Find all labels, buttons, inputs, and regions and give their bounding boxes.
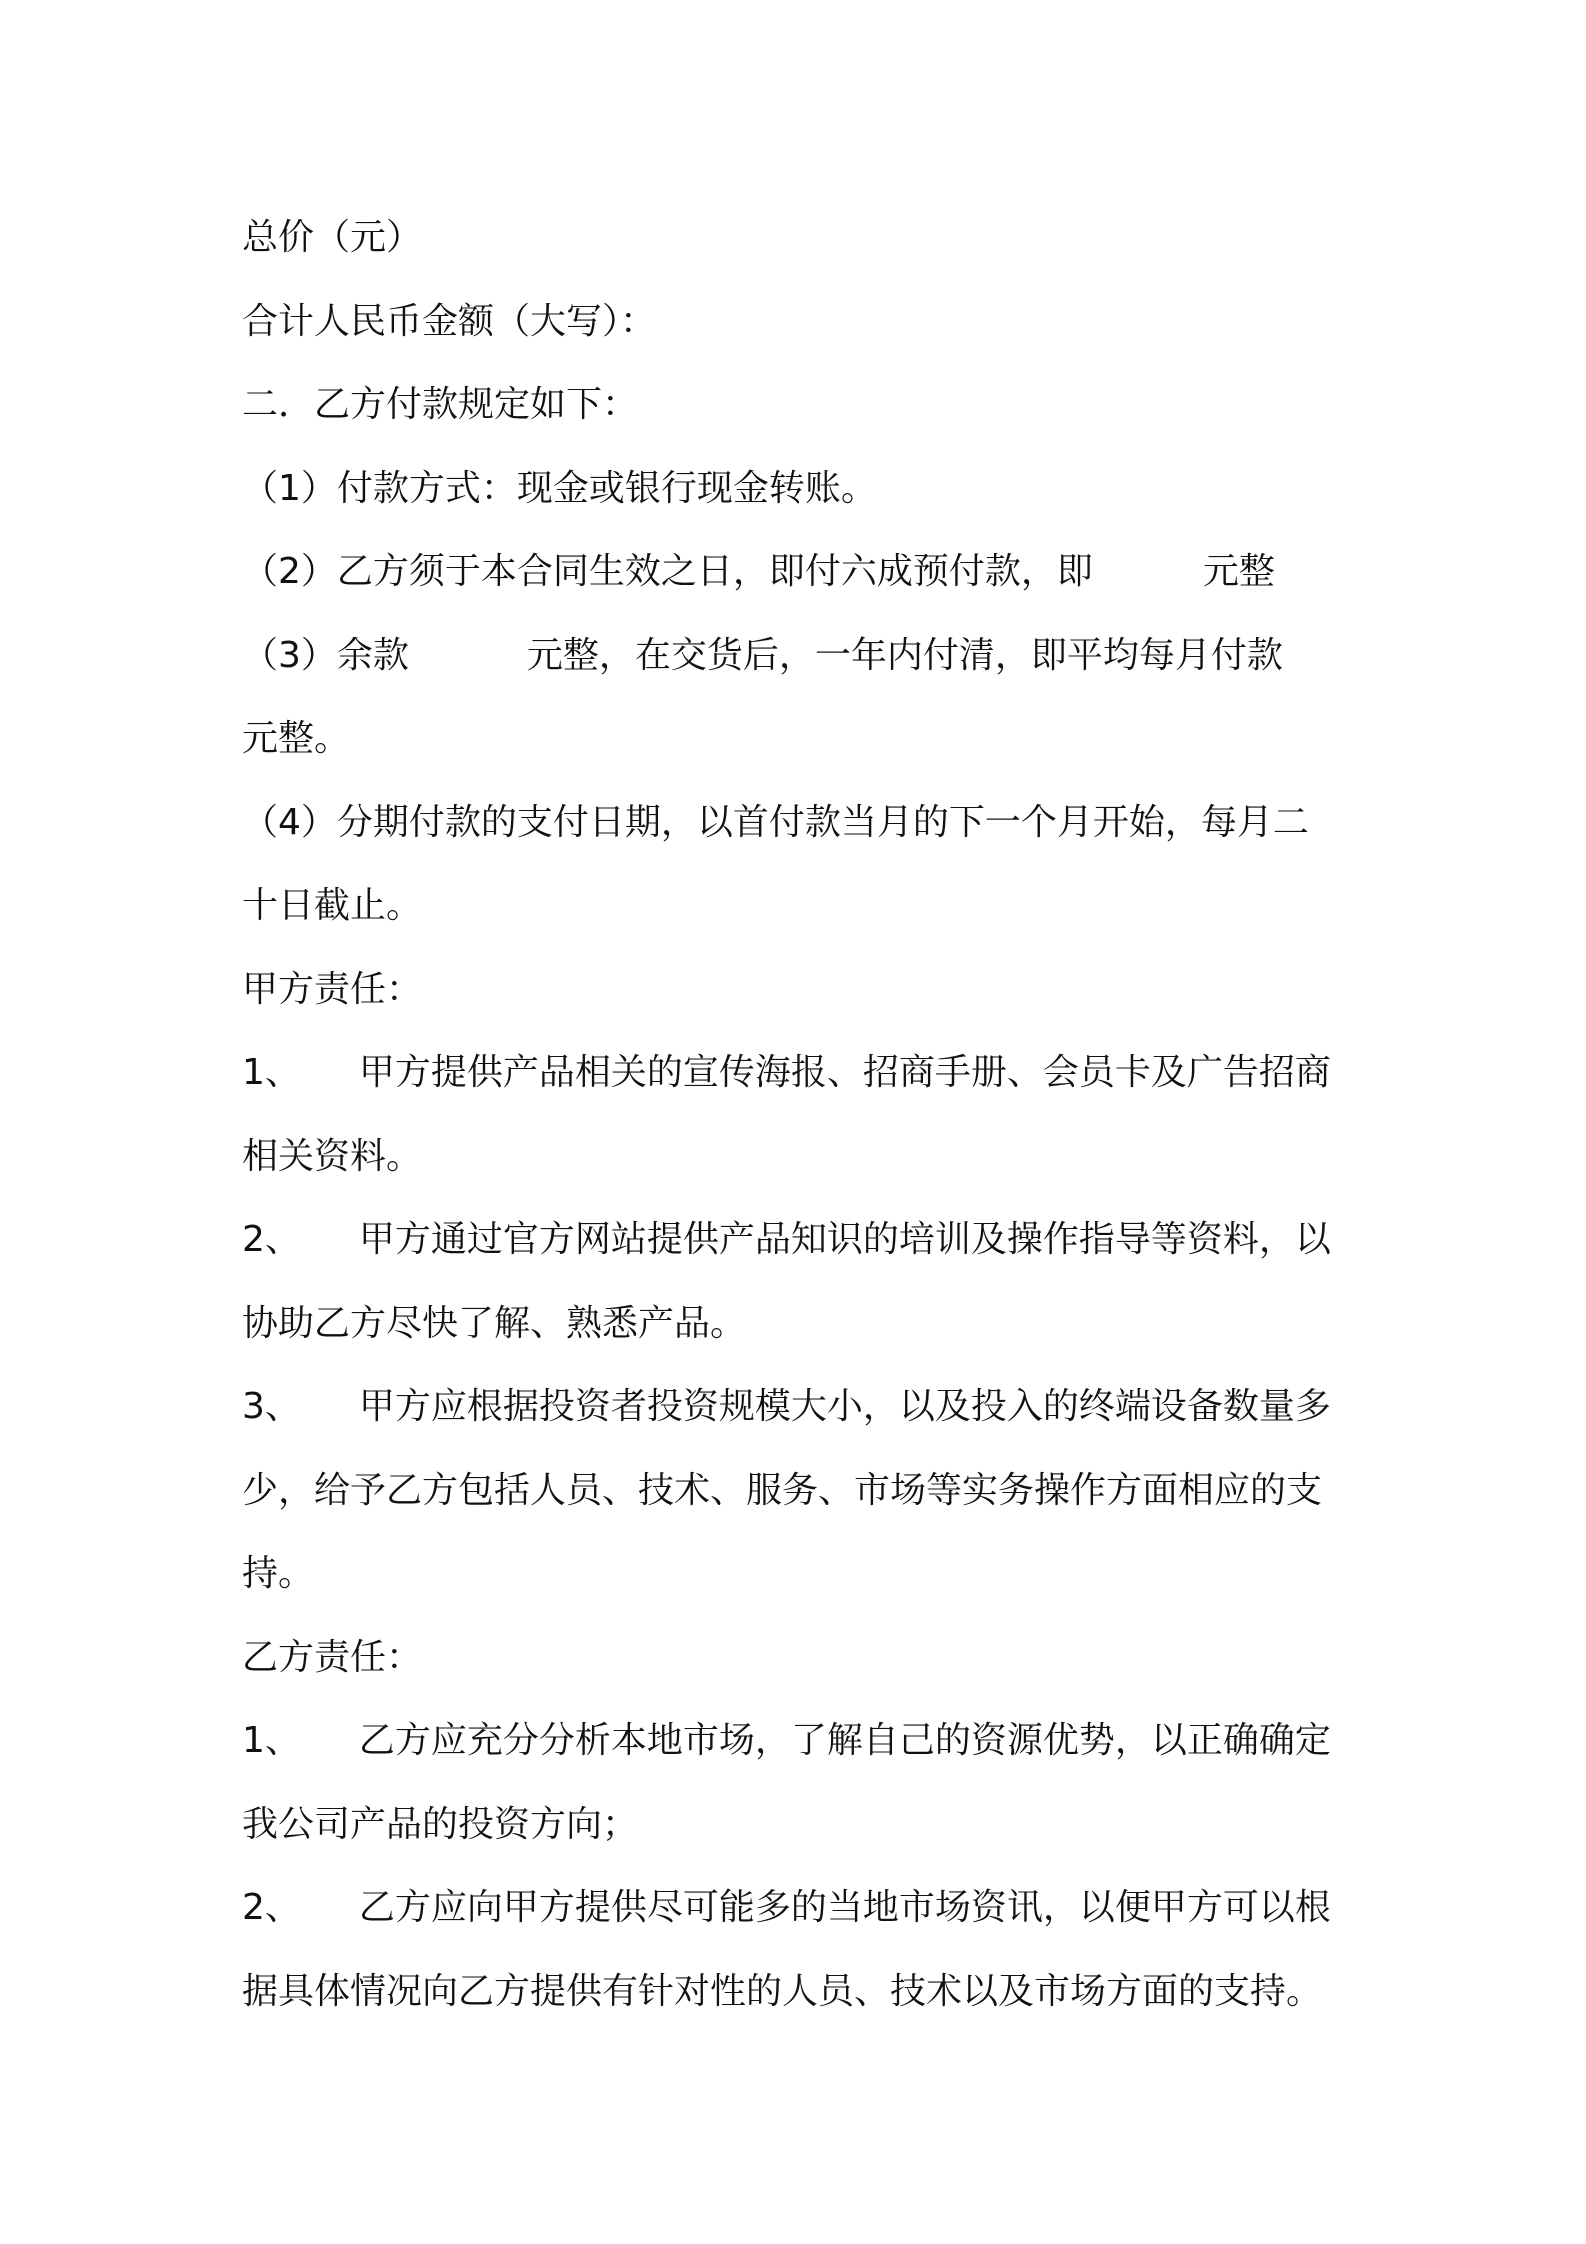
total-amount-capital-label: 合计人民币金额（大写）：	[242, 300, 657, 342]
party-a-item-2-cont: 协助乙方尽快了解、熟悉产品。	[242, 1302, 747, 1344]
party-b-heading: 乙方责任：	[242, 1636, 423, 1678]
party-b-item-1: 1、 乙方应充分分析本地市场，了解自己的资源优势，以正确确定	[242, 1720, 1331, 1761]
party-a-item-3-cont: 少，给予乙方包括人员、技术、服务、市场等实务操作方面相应的支	[242, 1469, 1323, 1511]
party-a-item-3: 3、 甲方应根据投资者投资规模大小，以及投入的终端设备数量多	[242, 1386, 1331, 1427]
party-b-item-1-cont: 我公司产品的投资方向；	[242, 1803, 639, 1845]
payment-item-2: （2）乙方须于本合同生效之日，即付六成预付款，即 元整	[242, 551, 1275, 592]
party-a-item-1: 1、 甲方提供产品相关的宣传海报、招商手册、会员卡及广告招商	[242, 1052, 1331, 1093]
party-a-item-2: 2、 甲方通过官方网站提供产品知识的培训及操作指导等资料，以	[242, 1219, 1331, 1260]
total-price-label: 总价（元）	[242, 217, 423, 258]
section-2-heading: 二．乙方付款规定如下：	[242, 384, 639, 425]
party-a-item-1-cont: 相关资料。	[242, 1135, 423, 1177]
payment-item-4: （4）分期付款的支付日期，以首付款当月的下一个月开始，每月二	[242, 801, 1309, 843]
party-b-item-2: 2、 乙方应向甲方提供尽可能多的当地市场资讯，以便甲方可以根	[242, 1887, 1331, 1928]
party-b-item-2-cont: 据具体情况向乙方提供有针对性的人员、技术以及市场方面的支持。	[242, 1970, 1323, 2012]
payment-item-1: （1）付款方式：现金或银行现金转账。	[242, 467, 877, 509]
party-a-heading: 甲方责任：	[242, 968, 423, 1010]
payment-item-3: （3）余款 元整，在交货后，一年内付清，即平均每月付款	[242, 634, 1283, 676]
payment-item-3-cont: 元整。	[242, 718, 351, 759]
party-a-item-3-cont-2: 持。	[242, 1553, 315, 1594]
payment-item-4-cont: 十日截止。	[242, 885, 423, 926]
contract-text	[242, 196, 1360, 2033]
